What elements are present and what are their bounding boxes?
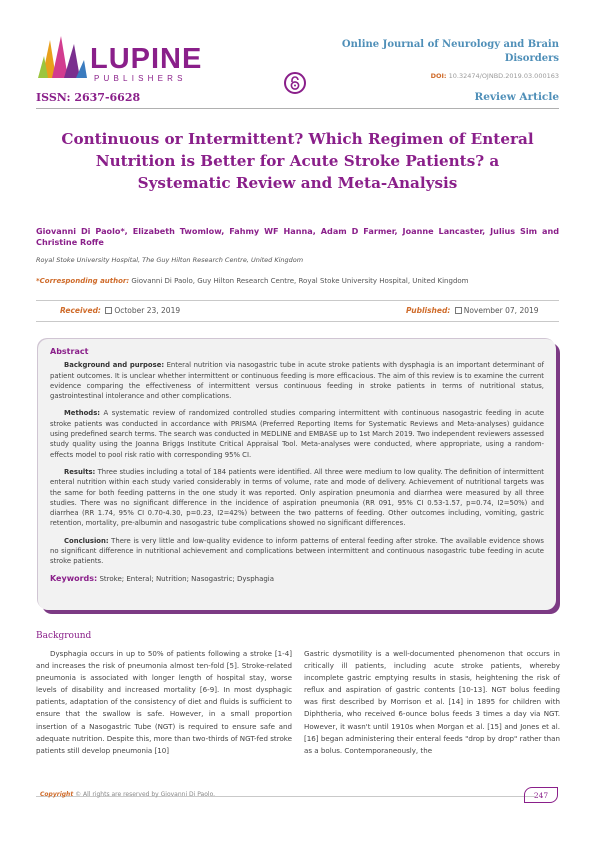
journal-name: Online Journal of Neurology and Brain Disorders [341, 39, 559, 64]
calendar-icon [105, 307, 112, 314]
logo-subtitle: PUBLISHERS [94, 74, 187, 83]
abstract-title: Abstract [50, 347, 89, 356]
published-value: November 07, 2019 [463, 306, 539, 315]
calendar-icon [455, 307, 462, 314]
abstract-methods [50, 408, 544, 459]
author-list: Giovanni Di Paolo*, Elizabeth Twomlow, Fahmy WF Hanna, Adam D Farmer, Joanne Lancaster, Julius Sim and Christine Roffe [36, 226, 559, 247]
body-column-left: Dysphagia occurs in up to 50% of patients following a stroke [1-4] and increases the risk of pneumonia almost ten-fold [5]. Stroke-related pneumonia is associated with longer length of hospital stay, worse levels of disability and increased mortality [6-9]. In most dysphagic patients, adaptation of the consistency of diet and fluids is sufficient to ensure that the swallow is safe. However, in a small proportion insertion of a Nasogastric Tube (NGT) is required to ensure safe and adequate nutrition. Despite this, more than two-thirds of NGT-fed stroke patients still develop pneumonia [10] [36, 649, 292, 755]
corresponding-text: Giovanni Di Paolo, Guy Hilton Research Centre, Royal Stoke University Hospital, United Kingdom [131, 277, 469, 285]
section-heading: Background [36, 631, 92, 641]
article-type: Review Article [474, 91, 559, 103]
body-column-right: Gastric dysmotility is a well-documented phenomenon that occurs in critically ill patients, including acute stroke patients, whereby incomplete gastric emptying results in stasis, heightening the risk of reflux and aspiration of gastric contents [10-13]. NGT bolus feeding was first described by Morrison et al. [14] in 1895 for children with Diphtheria, who received 6-ounce bolus feeds 3 times a day via NGT. However, it wasn't until 1910s when Morgan et al. [15] and Jones et al. [16] began administering their enteral feeds "drop by drop" rather than as a bolus. Contemporaneously, the [304, 649, 560, 755]
received-date [60, 306, 180, 315]
corresponding-author [36, 277, 468, 285]
received-value: October 23, 2019 [114, 306, 181, 315]
page-number: 247 [524, 787, 558, 803]
doi-value[interactable]: 10.32474/OJNBD.2019.03.000163 [448, 72, 559, 80]
abstract-box [38, 339, 556, 610]
abstract-results-label: Results: [64, 467, 96, 476]
doi-label: DOI: [430, 72, 447, 80]
doi[interactable] [431, 72, 559, 80]
open-access-icon [284, 72, 306, 94]
corresponding-label: *Corresponding author: [36, 277, 130, 285]
keywords-text: Stroke; Enteral; Nutrition; Nasogastric; Dysphagia [99, 574, 275, 583]
keywords [50, 574, 544, 584]
published-label: Published: [406, 306, 451, 315]
copyright-label: Copyright [40, 791, 74, 798]
abstract-conclusion-label: Conclusion: [64, 536, 109, 545]
abstract-results-text: Three studies including a total of 184 patients were identified. All three were medium to low quality. The definition of intermittent enteral nutrition within each study varied considerably in terms of volume, rate and mode of delivery. Achievement of nutritional targets was the same for both feeding patterns in the one study it was reported. Only aspiration pneumonia and diarrhea were measured by all three studies. There was no significant difference in the incidence of aspiration pneumonia (RR 091, 95% CI 0.53-1.57, p=0.74, I2=50%) and diarrhea (RR 1.74, 95% CI 0.70-4.30, p=0.23, I2=42%) between the two patterns of feeding. Other outcomes including, vomiting, gastric retention, mortality, pre-albumin and nasogastric tube complications showed no significant differences. [50, 467, 544, 528]
abstract-conclusion [50, 536, 544, 567]
abstract-conclusion-text: There is very little and low-quality evidence to inform patterns of enteral feeding after stroke. The available evidence shows no significant difference in nutritional achievement and complications between intermittent and continuous nasogastric tube feeding in acute stroke patients. [50, 536, 544, 566]
keywords-label: Keywords: [50, 573, 98, 583]
header-divider [36, 108, 559, 109]
abstract-background-text: Enteral nutrition via nasogastric tube in acute stroke patients with dysphagia is an important determinant of patient outcomes. It is unclear whether intermittent or continuous feeding is more efficacious. The aim of this review is to examine the current evidence comparing the effectiveness of intermittent versus continuous feeding in stroke patients in terms of nutritional status, gastrointestinal intolerance and other complications. [50, 361, 545, 401]
publisher-logo [36, 34, 216, 84]
abstract-background-label: Background and purpose: [64, 361, 165, 370]
issn: ISSN: 2637-6628 [36, 91, 141, 104]
copyright [40, 791, 215, 798]
published-date [406, 306, 539, 315]
received-label: Received: [60, 306, 101, 315]
affiliation: Royal Stoke University Hospital, The Guy Hilton Research Centre, United Kingdom [36, 256, 304, 264]
date-bar [36, 300, 559, 322]
lupine-flower-icon [36, 34, 88, 80]
abstract-background [50, 360, 544, 401]
abstract-results [50, 467, 544, 529]
article-title: Continuous or Intermittent? Which Regimen of Enteral Nutrition is Better for Acute Stroke Patients? a Systematic Review and Meta-Analysis [61, 130, 534, 192]
abstract-methods-text: A systematic review of randomized controlled studies comparing intermittent with continuous nasogastric feeding in acute stroke patients was conducted in accordance with PRISMA (Preferred Reporting Items for Systematic Reviews and Meta-analyses) guidance using predefined search terms. The search was conducted in MEDLINE and EMBASE up to 1st March 2019. Two independent reviewers assessed study quality using the Joanna Briggs Institute Critical Appraisal Tool. Meta-analyses were conducted, where appropriate, using a random-effects model to pool risk ratio with corresponding 95% CI. [50, 409, 544, 459]
abstract-methods-label: Methods: [64, 409, 101, 418]
logo-wordmark: LUPINE [90, 43, 203, 75]
copyright-text: © All rights are reserved by Giovanni Di Paolo. [73, 791, 216, 798]
